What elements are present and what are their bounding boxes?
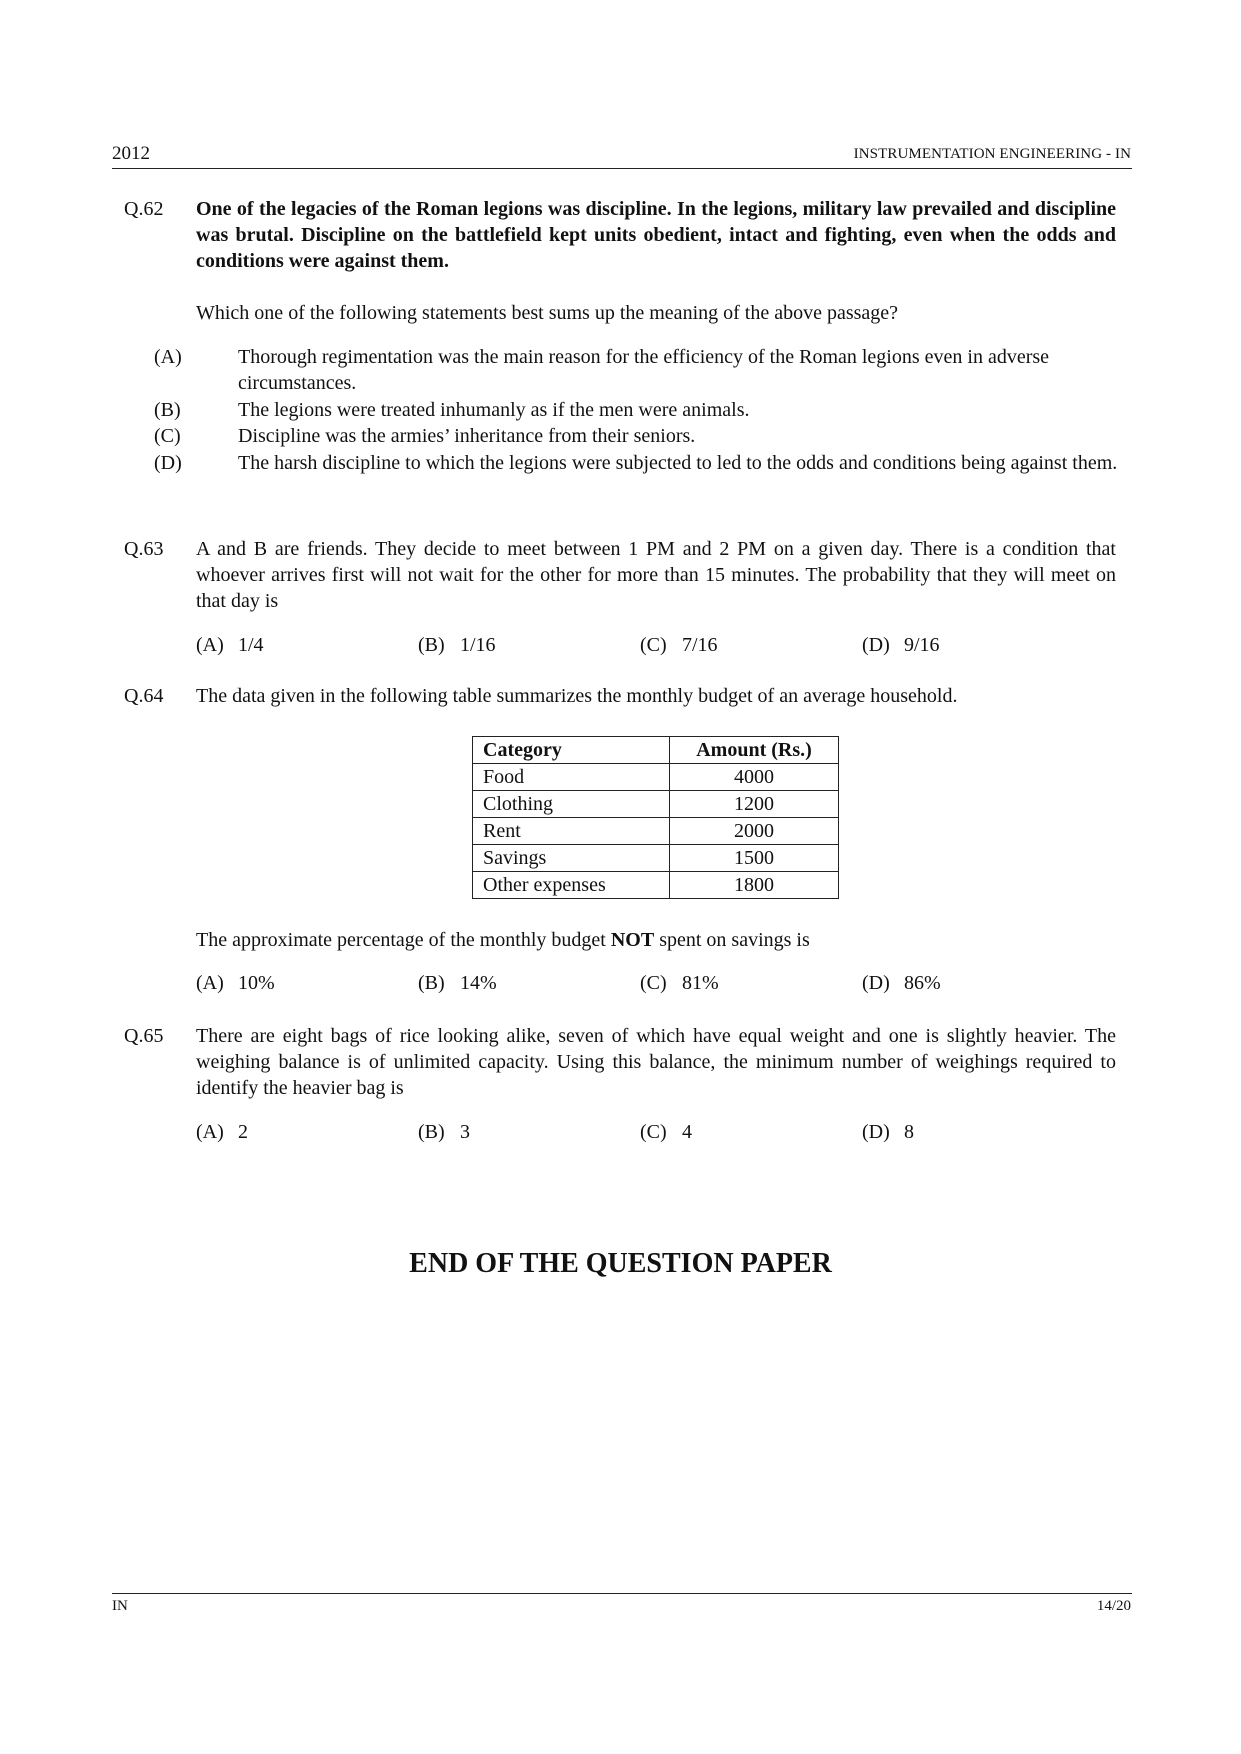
table-cell-category: Rent [473,818,670,845]
q65-option-d [862,1119,914,1145]
q64-option-d-text: 86% [904,972,941,994]
q63-text: A and B are friends. They decide to meet between 1 PM and 2 PM on a given day. There is a condition that whoever arrives first will not wait for the other for more than 15 minutes. The probability that they will meet on that day is [196,538,1116,612]
header-title: INSTRUMENTATION ENGINEERING - IN [853,146,1131,162]
table-row [473,791,839,818]
q65-option-c-text: 4 [682,1121,692,1143]
q65-number: Q.65 [124,1025,164,1047]
q65-text: There are eight bags of rice looking alike, seven of which have equal weight and one is slightly heavier. The weighing balance is of unlimited capacity. Using this balance, the minimum number of weighings required to identify the heavier bag is [196,1025,1116,1099]
table-cell-category: Savings [473,845,670,872]
q63-number: Q.63 [124,538,164,560]
q65-option-d-text: 8 [904,1121,914,1143]
footer-paper-code: IN [112,1598,128,1614]
q62-option-c-label: (C) [154,425,181,447]
q65-option-b-text: 3 [460,1121,470,1143]
q63-option-b-text: 1/16 [460,634,496,656]
q62-question: Which one of the following statements best sums up the meaning of the above passage? [196,302,899,324]
table-cell-category: Clothing [473,791,670,818]
q64-number: Q.64 [124,685,164,707]
q65-option-a [196,1119,248,1145]
q63-option-b-label: (B) [418,634,445,656]
q65-option-b [418,1119,470,1145]
q64-option-a [196,970,275,996]
table-row [473,845,839,872]
q64-option-b [418,970,497,996]
table-cell-amount: 2000 [670,818,839,845]
q62-option-d-text: The harsh discipline to which the legions were subjected to led to the odds and conditions being against them. [238,452,1118,474]
q62-option-a-text: Thorough regimentation was the main reason for the efficiency of the Roman legions even in adverse circumstances. [238,346,1050,394]
table-cell-amount: 1800 [670,872,839,899]
q64-option-c-text: 81% [682,972,719,994]
header-divider [112,168,1132,169]
q65-option-a-label: (A) [196,1121,224,1143]
q62-option-d [154,450,1138,476]
q63-option-b [418,632,496,658]
q64-question-emphasis: NOT [610,929,655,951]
q65-option-c [640,1119,692,1145]
table-row [473,818,839,845]
q62-option-c [154,423,1138,449]
q64-option-a-label: (A) [196,972,224,994]
q64-question [196,927,1116,953]
q63-option-d-label: (D) [862,634,890,656]
q62-option-b-label: (B) [154,399,181,421]
footer-page-number: 14/20 [1096,1598,1131,1614]
footer-divider [112,1593,1132,1594]
q64-text: The data given in the following table summarizes the monthly budget of an average household. [196,685,958,707]
q64-option-b-text: 14% [460,972,497,994]
q62-option-d-label: (D) [154,452,182,474]
q64-option-b-label: (B) [418,972,445,994]
table-header-row [473,737,839,764]
q64-question-pre: The approximate percentage of the monthly budget [196,929,611,951]
q63-option-c [640,632,718,658]
table-row [473,872,839,899]
table-cell-amount: 1500 [670,845,839,872]
end-of-paper-note: END OF THE QUESTION PAPER [409,1248,832,1279]
q62-passage: One of the legacies of the Roman legions was discipline. In the legions, military law prevailed and discipline was brutal. Discipline on the battlefield kept units obedient, intact and fighting, even when the odds and conditions were against them. [196,198,1116,272]
q65-option-d-label: (D) [862,1121,890,1143]
q65-option-a-text: 2 [238,1121,248,1143]
q64-option-d [862,970,941,996]
q62-number: Q.62 [124,198,164,220]
q64-option-c [640,970,719,996]
q63-option-a-text: 1/4 [238,634,264,656]
q63-option-d [862,632,940,658]
header-year: 2012 [112,143,150,164]
q62-option-b-text: The legions were treated inhumanly as if the men were animals. [238,399,750,421]
q63-option-a-label: (A) [196,634,224,656]
q64-option-c-label: (C) [640,972,667,994]
q65-option-b-label: (B) [418,1121,445,1143]
q65-option-c-label: (C) [640,1121,667,1143]
table-header-category: Category [473,737,670,764]
table-cell-category: Food [473,764,670,791]
budget-table [472,736,839,899]
table-cell-amount: 1200 [670,791,839,818]
q63-option-c-label: (C) [640,634,667,656]
q64-question-post: spent on savings is [654,929,810,951]
table-header-amount: Amount (Rs.) [670,737,839,764]
q63-option-c-text: 7/16 [682,634,718,656]
table-cell-category: Other expenses [473,872,670,899]
q64-option-a-text: 10% [238,972,275,994]
q62-option-a [154,344,1138,396]
q62-option-b [154,397,1138,423]
table-row [473,764,839,791]
q62-option-c-text: Discipline was the armies’ inheritance from their seniors. [238,425,696,447]
q63-option-d-text: 9/16 [904,634,940,656]
q62-option-a-label: (A) [154,346,182,368]
table-cell-amount: 4000 [670,764,839,791]
q63-option-a [196,632,264,658]
q64-option-d-label: (D) [862,972,890,994]
